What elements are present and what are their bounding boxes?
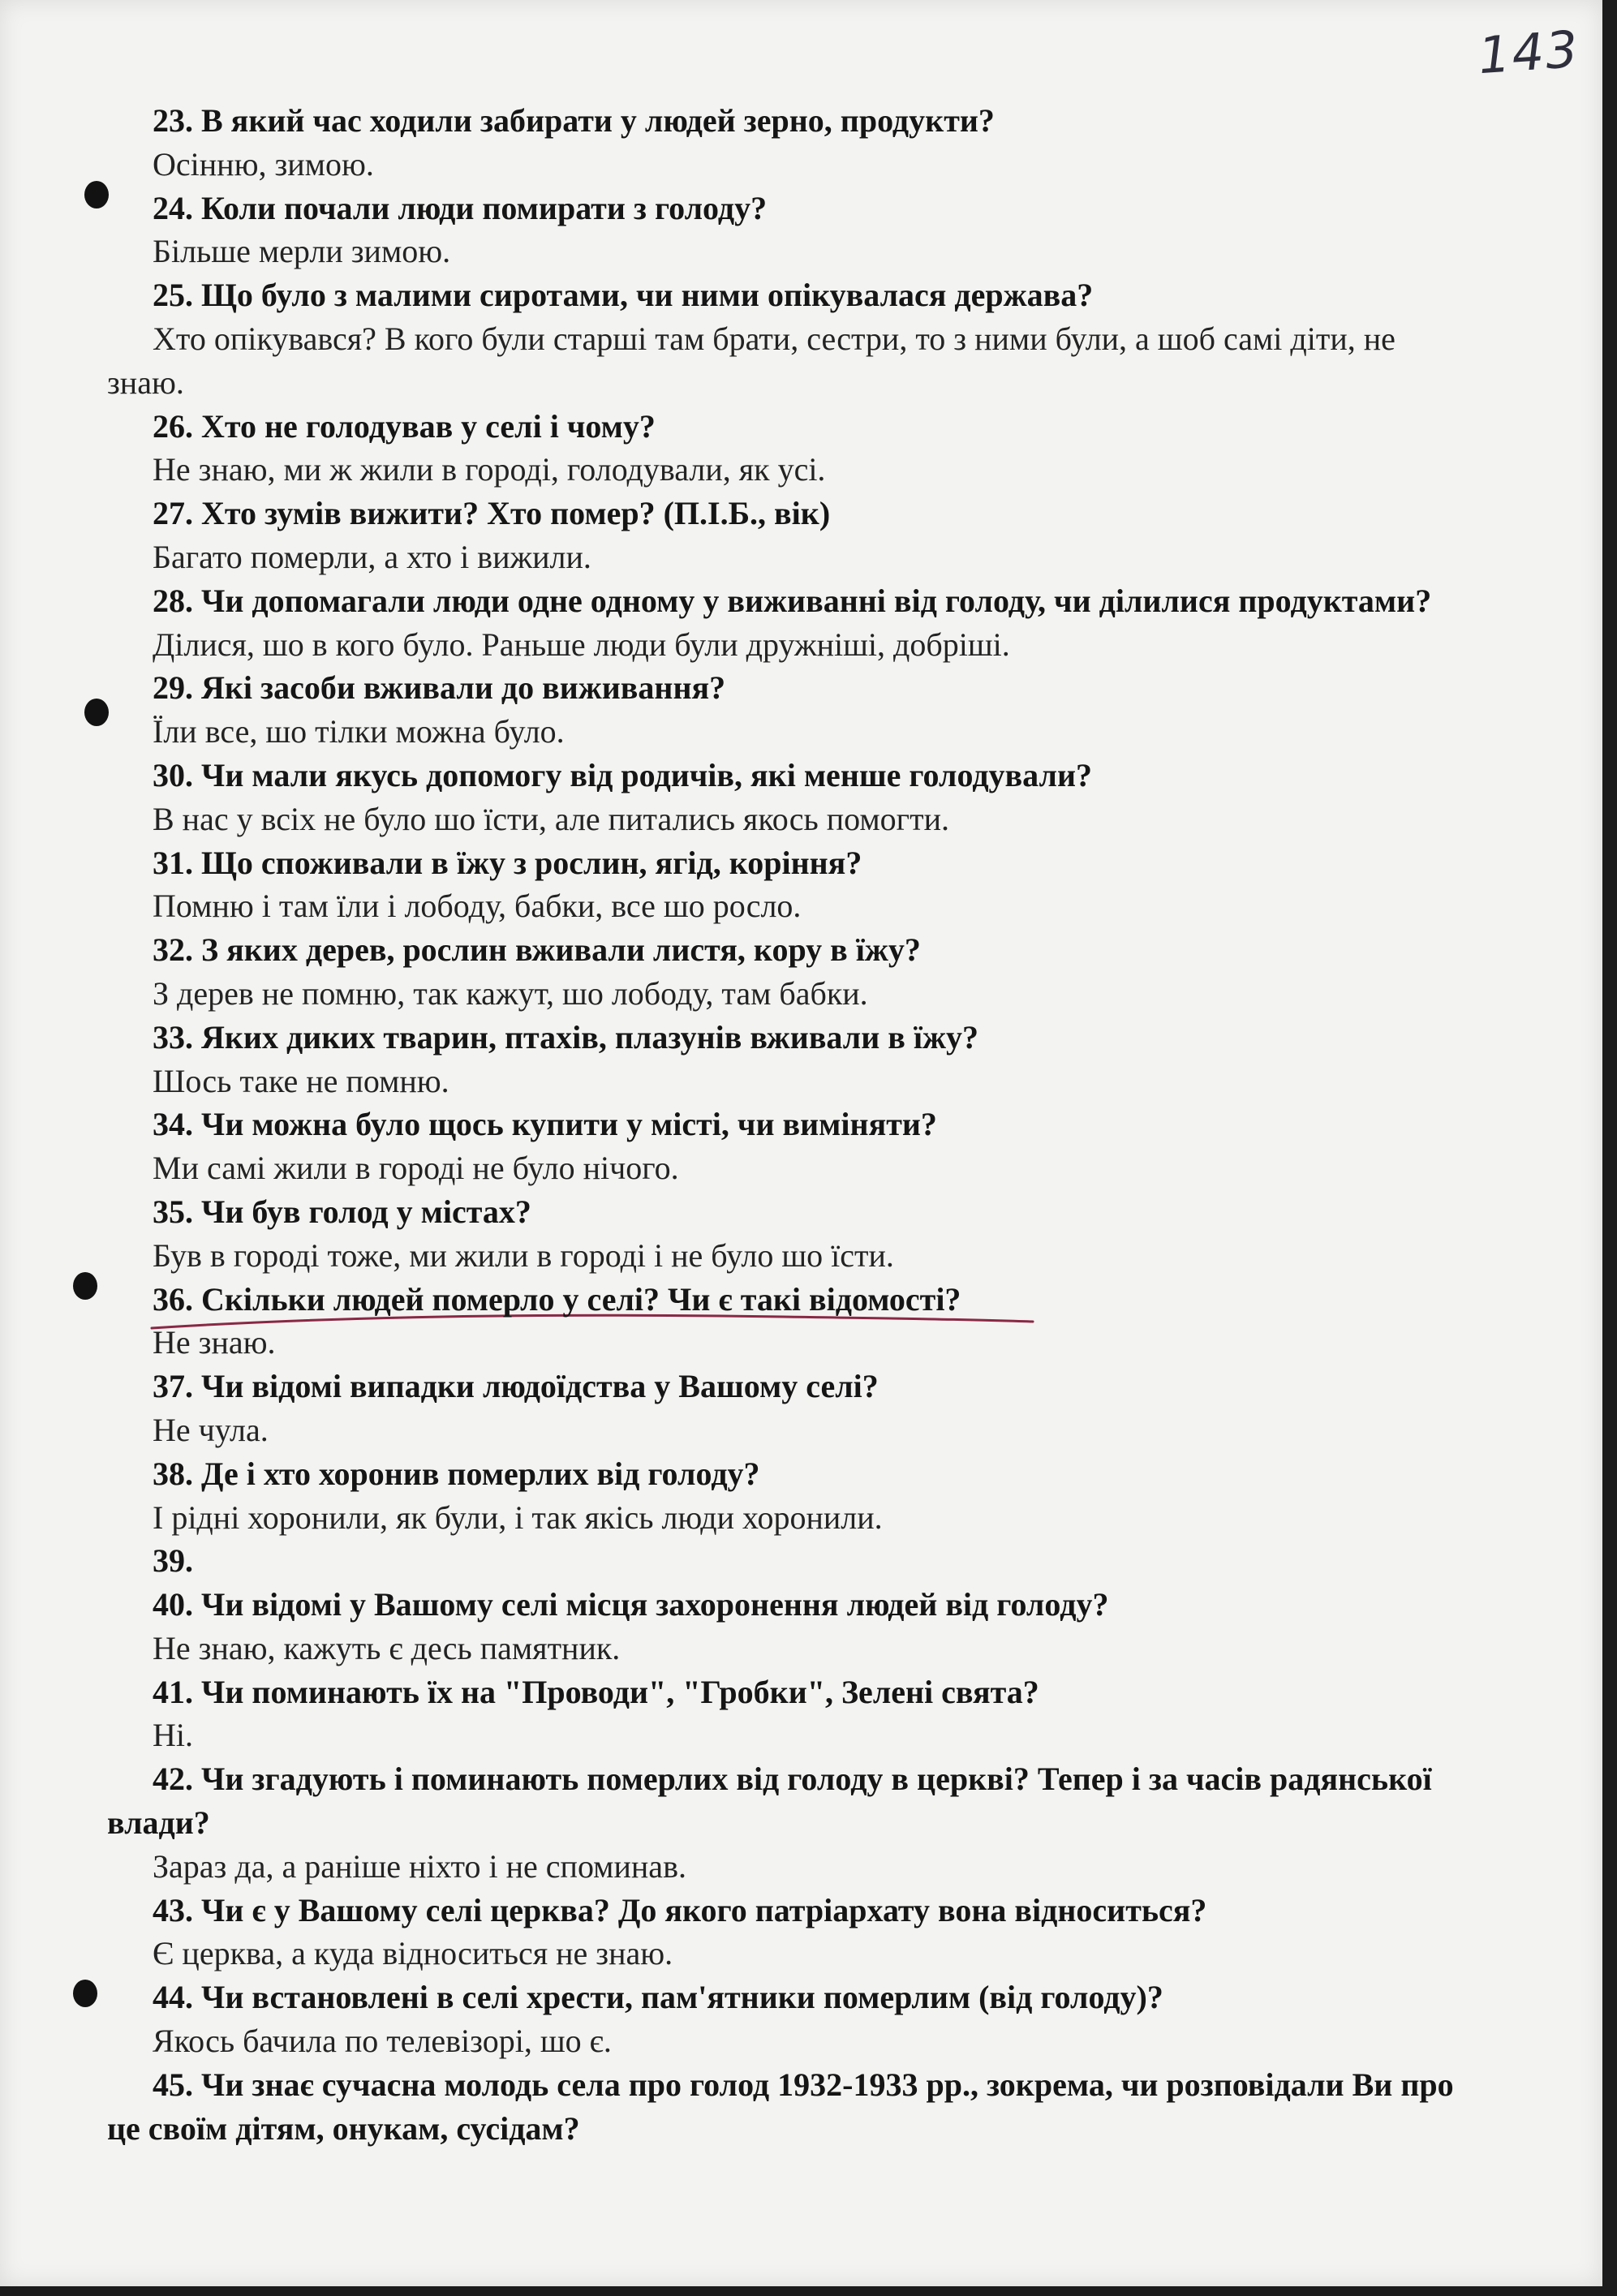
- question-text: 23. В який час ходили забирати у людей зерно, продукти?: [153, 102, 995, 139]
- punch-hole-icon: [84, 181, 109, 209]
- question-text: 41. Чи поминають їх на "Проводи", "Гробки", Зелені свята?: [153, 1673, 1039, 1710]
- answer-text: Якось бачила по телевізорі, шо є.: [153, 2023, 612, 2060]
- question-text: 38. Де і хто хоронив померлих від голоду?: [153, 1455, 760, 1492]
- question-text: 27. Хто зумів вижити? Хто помер? (П.І.Б., вік): [153, 495, 831, 532]
- answer-text: Не знаю, ми ж жили в городі, голодували, як усі.: [153, 451, 826, 488]
- question-text: 39.: [153, 1542, 193, 1580]
- answer-text: Більше мерли зимою.: [153, 233, 451, 270]
- answer-text: В нас у всіх не було шо їсти, але питались якось помогти.: [153, 800, 949, 837]
- answer-text: Осінню, зимою.: [153, 145, 374, 183]
- question-text: 29. Які засоби вживали до виживання?: [153, 669, 726, 707]
- answer-text: Хто опікувався? В кого були старші там брати, сестри, то з ними були, а шоб самі діти, не знаю.: [107, 320, 1396, 401]
- answer-text: Ділися, шо в кого було. Раньше люди були дружніші, добріші.: [153, 626, 1010, 663]
- question-text: 30. Чи мали якусь допомогу від родичів, які менше голодували?: [153, 756, 1092, 793]
- answer-text: Зараз да, а раніше ніхто і не споминав.: [153, 1847, 686, 1885]
- answer-text: Не чула.: [153, 1411, 269, 1448]
- punch-hole-icon: [73, 1980, 97, 2007]
- answer-text: Не знаю.: [153, 1324, 276, 1361]
- question-text: 45. Чи знає сучасна молодь села про голод 1932-1933 рр., зокрема, чи розповідали Ви про це своїм дітям, онукам, сусідам?: [107, 2066, 1454, 2147]
- answer-text: Помню і там їли і лободу, бабки, все шо росло.: [153, 888, 802, 925]
- question-text: 32. З яких дерев, рослин вживали листя, кору в їжу?: [153, 931, 921, 969]
- question-text: 43. Чи є у Вашому селі церква? До якого патріархату вона відноситься?: [153, 1891, 1207, 1928]
- question-text: 34. Чи можна було щось купити у місті, чи виміняти?: [153, 1106, 937, 1143]
- question-text: 44. Чи встановлені в селі хрести, пам'ятники померлим (від голоду)?: [153, 1979, 1163, 2016]
- question-text: 37. Чи відомі випадки людоїдства у Вашому селі?: [153, 1368, 879, 1405]
- answer-text: І рідні хоронили, як були, і так якісь люди хоронили.: [153, 1498, 883, 1536]
- answer-text: Ми самі жили в городі не було нічого.: [153, 1150, 679, 1187]
- question-text: 25. Що було з малими сиротами, чи ними опікувалася держава?: [153, 277, 1094, 314]
- question-text: 36. Скільки людей померло у селі? Чи є такі відомості?: [153, 1280, 961, 1318]
- question-text: 40. Чи відомі у Вашому селі місця захоронення людей від голоду?: [153, 1586, 1109, 1623]
- answer-text: Їли все, шо тілки можна було.: [153, 713, 565, 750]
- question-text: 31. Що споживали в їжу з рослин, ягід, коріння?: [153, 844, 862, 881]
- question-text: 24. Коли почали люди помирати з голоду?: [153, 189, 768, 226]
- punch-hole-icon: [73, 1272, 97, 1300]
- answer-text: Був в городі тоже, ми жили в городі і не було шо їсти.: [153, 1236, 894, 1274]
- answer-text: З дерев не помню, так кажут, шо лободу, там бабки.: [153, 974, 868, 1012]
- handwritten-page-number: 143: [1476, 19, 1581, 86]
- question-text: 35. Чи був голод у містах?: [153, 1193, 531, 1230]
- answer-text: Шось таке не помню.: [153, 1062, 449, 1099]
- question-text: 28. Чи допомагали люди одне одному у виживанні від голоду, чи ділилися продуктами?: [153, 582, 1432, 619]
- questionnaire-content: [107, 99, 1478, 2150]
- answer-text: Ні.: [153, 1717, 193, 1754]
- question-text: 33. Яких диких тварин, птахів, плазунів вживали в їжу?: [153, 1018, 978, 1056]
- answer-text: Багато померли, а хто і вижили.: [153, 538, 591, 575]
- answer-text: Не знаю, кажуть є десь памятник.: [153, 1629, 621, 1666]
- question-text: 26. Хто не голодував у селі і чому?: [153, 407, 656, 445]
- answer-text: Є церква, а куда відноситься не знаю.: [153, 1935, 673, 1972]
- punch-hole-icon: [84, 699, 109, 726]
- question-text: 42. Чи згадують і поминають померлих від голоду в церкві? Тепер і за часів радянської влади?: [107, 1761, 1432, 1842]
